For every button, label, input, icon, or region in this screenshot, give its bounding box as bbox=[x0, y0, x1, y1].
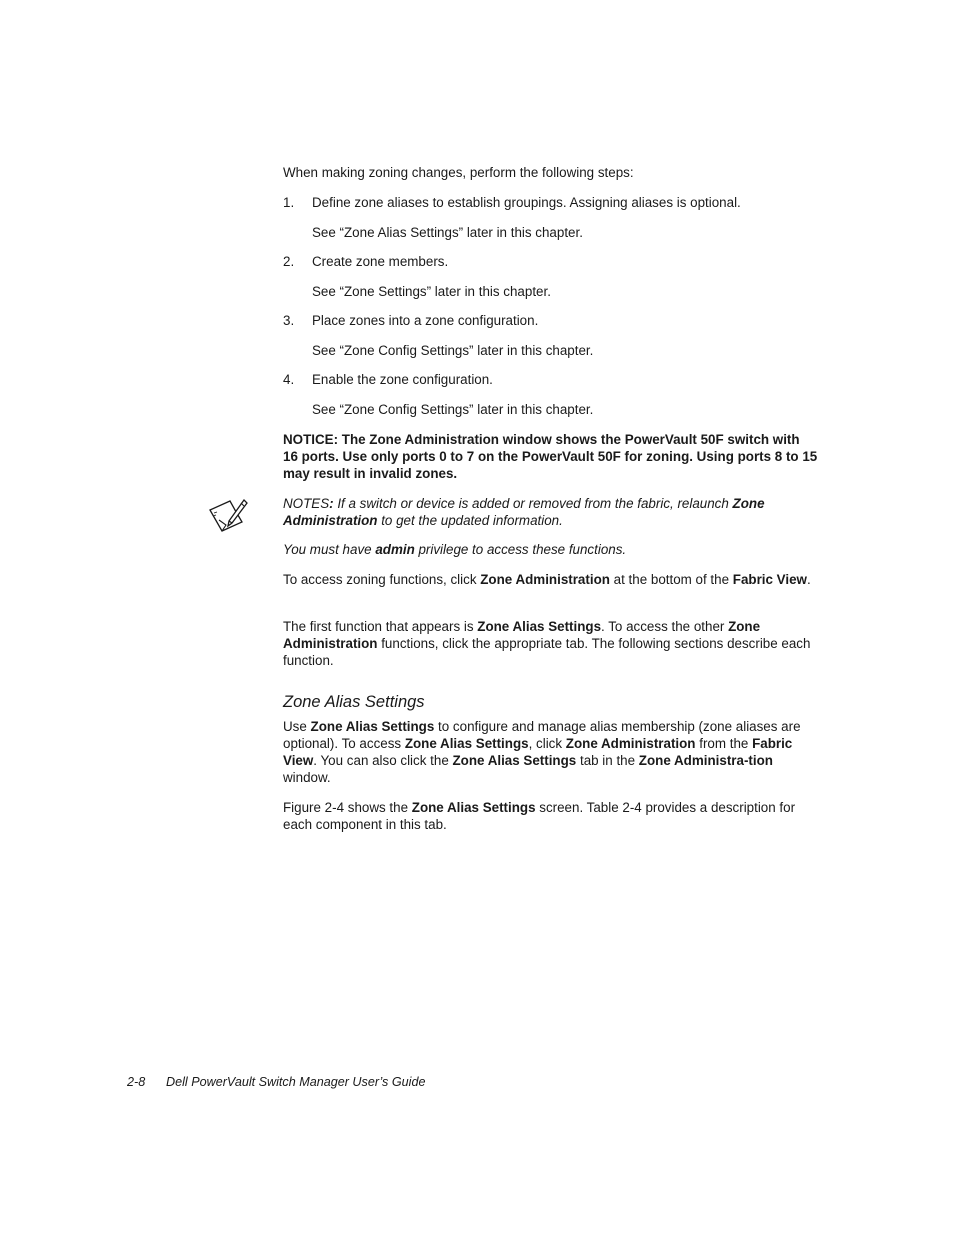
footer-title: Dell PowerVault Switch Manager User’s Guide bbox=[166, 1075, 426, 1089]
step-text: Create zone members. bbox=[312, 254, 449, 269]
text-part: . You can also click the bbox=[313, 753, 453, 768]
step-3-see: See “Zone Config Settings” later in this chapter. bbox=[312, 343, 594, 358]
text-part: Use bbox=[283, 719, 311, 734]
use-paragraph bbox=[283, 718, 818, 786]
bold-term: Zone Administra-tion bbox=[638, 753, 773, 768]
bold-term: Zone Alias Settings bbox=[452, 753, 577, 768]
step-number: 2. bbox=[283, 254, 295, 269]
text-part: at the bottom of the bbox=[609, 572, 733, 587]
notice-text: NOTICE: The Zone Administration window shows the PowerVault 50F switch with 16 ports. Use only ports 0 to 7 on the PowerVault 50F for zoning. Using ports 8 to 15 may result in invalid zones. bbox=[283, 432, 818, 481]
bold-term: Zone Alias Settings bbox=[411, 800, 536, 815]
note-bold: Zone Administration bbox=[283, 496, 765, 528]
pencil-note-icon bbox=[208, 498, 248, 536]
intro-text: When making zoning changes, perform the following steps: bbox=[283, 165, 634, 180]
bold-term: Fabric View bbox=[283, 736, 793, 768]
text-part: from the bbox=[695, 736, 753, 751]
step-number: 3. bbox=[283, 313, 295, 328]
text-part: . bbox=[806, 572, 811, 587]
first-function-paragraph bbox=[283, 618, 818, 669]
step-1-see: See “Zone Alias Settings” later in this chapter. bbox=[312, 225, 583, 240]
step-text: Define zone aliases to establish groupings. Assigning aliases is optional. bbox=[312, 195, 741, 210]
step-number: 1. bbox=[283, 195, 295, 210]
note-colon: : bbox=[329, 496, 334, 511]
text-part: The first function that appears is bbox=[283, 619, 478, 634]
text-part: tab in the bbox=[576, 753, 639, 768]
step-text: Enable the zone configuration. bbox=[312, 372, 493, 387]
text-part: to configure and manage alias membership (zone aliases are optional). To access bbox=[283, 719, 801, 751]
text-part: . To access the other bbox=[601, 619, 729, 634]
bold-term: Zone Alias Settings bbox=[310, 719, 435, 734]
note-label: NOTES bbox=[283, 496, 330, 511]
access-paragraph bbox=[283, 571, 818, 588]
bold-term: Zone Administration bbox=[480, 572, 610, 587]
step-text: Place zones into a zone configuration. bbox=[312, 313, 539, 328]
note-text-part: to get the updated information. bbox=[377, 513, 563, 528]
page-number: 2-8 bbox=[127, 1075, 146, 1089]
bold-term: Zone Alias Settings bbox=[404, 736, 529, 751]
step-2-see: See “Zone Settings” later in this chapter. bbox=[312, 284, 551, 299]
bold-term: Zone Administration bbox=[283, 619, 761, 651]
section-heading: Zone Alias Settings bbox=[283, 693, 425, 711]
bold-term: Zone Alias Settings bbox=[477, 619, 602, 634]
note-text-part: If a switch or device is added or removed from the fabric, relaunch bbox=[333, 496, 733, 511]
step-number: 4. bbox=[283, 372, 295, 387]
step-4-see: See “Zone Config Settings” later in this chapter. bbox=[312, 402, 594, 417]
figure-paragraph bbox=[283, 799, 818, 833]
admin-note-part: privilege to access these functions. bbox=[414, 542, 627, 557]
text-part: screen. Table 2-4 provides a description for each component in this tab. bbox=[283, 800, 796, 832]
note-text bbox=[283, 495, 818, 529]
admin-note-part: You must have bbox=[283, 542, 376, 557]
text-part: To access zoning functions, click bbox=[283, 572, 481, 587]
text-part: Figure 2-4 shows the bbox=[283, 800, 412, 815]
bold-term: Fabric View bbox=[732, 572, 807, 587]
text-part: , click bbox=[528, 736, 566, 751]
admin-note bbox=[283, 541, 818, 558]
text-part: window. bbox=[283, 770, 331, 785]
admin-bold: admin bbox=[375, 542, 415, 557]
text-part: functions, click the appropriate tab. The following sections describe each function. bbox=[283, 636, 811, 668]
bold-term: Zone Administration bbox=[565, 736, 696, 751]
